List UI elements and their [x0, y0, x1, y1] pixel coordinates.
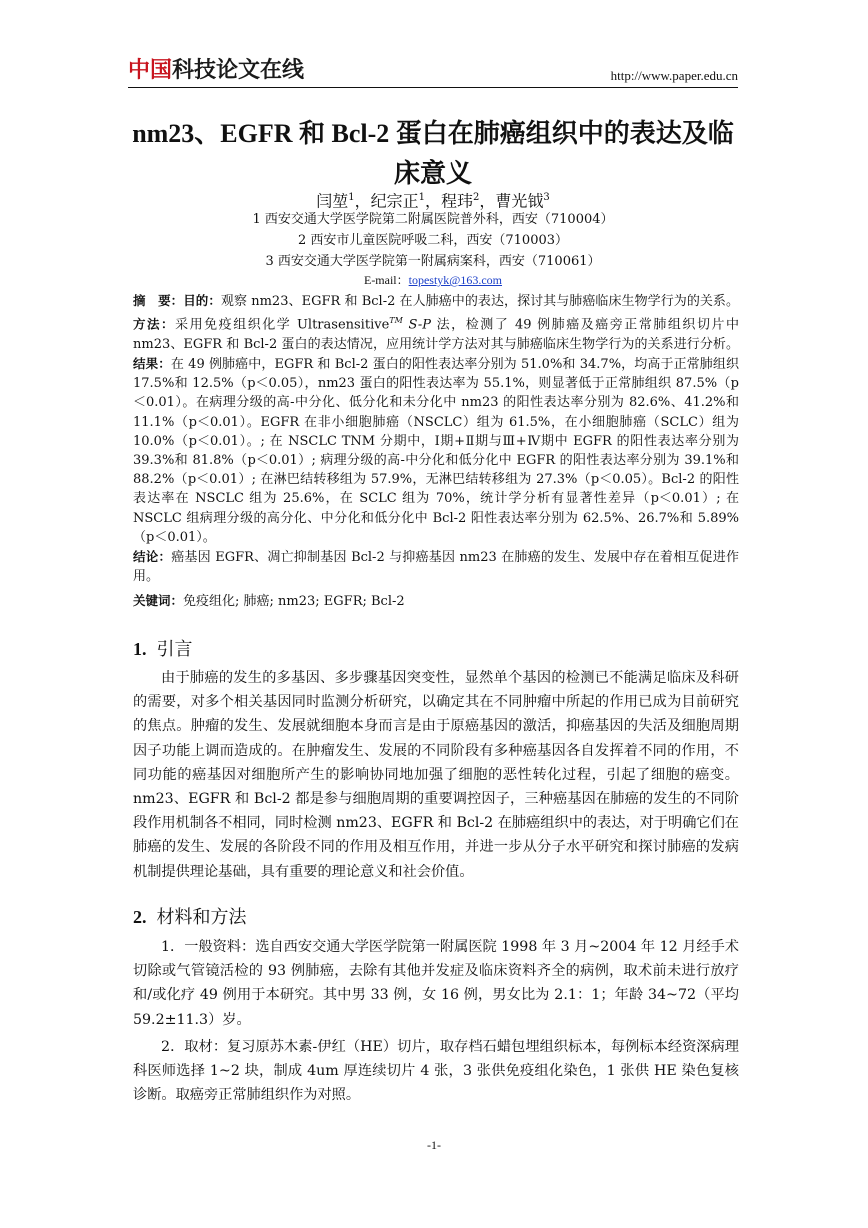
methods-paragraph-2: 2．取材：复习原苏木素-伊红（HE）切片，取存档石蜡包埋组织标本，每例标本经资深病理科医师选择 1~2 块，制成 4um 厚连续切片 4 张，3 张供免疫组化染色，1 张供 HE 染色复核诊断。取癌旁正常肺组织作为对照。 — [133, 1039, 739, 1104]
abstract — [133, 291, 739, 586]
logo-red-text: 中国 — [128, 58, 173, 83]
author-name: 闫堃 — [316, 191, 349, 211]
site-logo[interactable] — [128, 58, 304, 84]
section-title: 引言 — [156, 639, 193, 660]
keywords — [133, 591, 739, 611]
aim-text: 观察 nm23、EGFR 和 Bcl-2 在人肺癌中的表达，探讨其与肺癌临床生物学行为的关系。 — [220, 294, 739, 309]
author-list: 闫堃$^1$，纪宗正$^1$，程玮$^2$，曹光钺$^3$ — [316, 191, 550, 211]
author-affil-mark: 2 — [473, 192, 480, 203]
section-number: 2. — [133, 907, 147, 927]
method-text-b: 法，检测了 49 例肺癌及癌旁正常肺组织切片中 nm23、EGFR 和 Bcl-2 蛋白的表达情况，应用统计学方法对其与肺癌临床生物学行为的关系进行分析。 — [133, 317, 739, 352]
conclusion-text: 癌基因 EGFR、凋亡抑制基因 Bcl-2 与抑癌基因 nm23 在肺癌的发生、发展中存在着相互促进作用。 — [133, 549, 739, 585]
contact-email — [128, 272, 738, 288]
author-affil-mark: 3 — [543, 192, 550, 203]
keywords-label: 关键词： — [133, 593, 184, 608]
author-name: 纪宗正 — [370, 191, 419, 211]
paper-title — [128, 114, 738, 194]
logo-dark-text: 科技论文在线 — [172, 58, 305, 83]
affiliation-3: 3 西安交通大学医学院第一附属病案科，西安（710061） — [265, 254, 601, 269]
section-heading-methods — [133, 905, 247, 930]
conclusion-label: 结论： — [133, 548, 172, 564]
method-text-a: 采用免疫组织化学 Ultrasensitive — [175, 317, 390, 333]
section-title: 材料和方法 — [156, 907, 247, 928]
header-divider — [128, 87, 738, 88]
abstract-label: 摘 要： — [133, 293, 184, 308]
intro-paragraph: 由于肺癌的发生的多基因、多步骤基因突变性，显然单个基因的检测已不能满足临床及科研的需要，对多个相关基因同时监测分析研究，以确定其在不同肿瘤中所起的作用已成为目前研究的焦点。肿瘤的发生、发展就细胞本身而言是由于原癌基因的激活，抑癌基因的失活及细胞周期因子功能上调而造成的。在肿瘤发生、发展的不同阶段有多种癌基因各自发挥着不同的作用，不同功能的癌基因对细胞所产生的影响协同地加强了细胞的恶性转化过程，引起了细胞的癌变。nm23、EGFR 和 Bcl-2 都是参与细胞周期的重要调控因子，三种癌基因在肺癌的发生的不同阶段作用机制各不相同，同时检测 nm23、EGFR 和 Bcl-2 在肺癌组织中的表达，对于明确它们在肺癌的发生、发展的各阶段不同的作用及相互作用，并进一步从分子水平研究和探讨肺癌的发病机制提供理论基础，具有重要的理论意义和社会价值。 — [133, 670, 739, 880]
title-line-1: nm23、EGFR 和 Bcl-2 蛋白在肺癌组织中的表达及临 — [132, 119, 734, 148]
title-line-2: 床意义 — [393, 159, 472, 188]
aim-label: 目的： — [183, 293, 221, 308]
method-label: 方法： — [133, 316, 176, 332]
affiliation-1: 1 西安交通大学医学院第二附属医院普外科，西安（710004） — [252, 212, 614, 227]
methods-paragraph-1: 1．一般资料：选自西安交通大学医学院第一附属医院 1998 年 3 月~2004 年 12 月经手术切除或气管镜活检的 93 例肺癌，去除有其他并发症及临床资料齐全的病例，取术前未进行放疗和/或化疗 49 例用于本研究。其中男 33 例，女 16 例，男女比为 2.1：1；年龄 34~72（平均 59.2±11.3）岁。 — [133, 939, 739, 1028]
author-name: 程玮 — [441, 191, 474, 211]
site-url: http://www.paper.edu.cn — [610, 68, 738, 83]
page-number: -1- — [427, 1138, 441, 1152]
result-label: 结果： — [133, 355, 171, 371]
affiliation-2: 2 西安市儿童医院呼吸二科，西安（710003） — [297, 233, 569, 248]
method-sp: S-P — [402, 317, 431, 333]
trademark-mark: TM — [389, 316, 403, 326]
email-link[interactable]: topestyk@163.com — [408, 273, 503, 287]
author-name: 曹光钺 — [495, 191, 544, 211]
author-affil-mark: 1 — [418, 192, 425, 203]
section-heading-intro — [133, 637, 193, 662]
keywords-text: 免疫组化; 肺癌; nm23; EGFR; Bcl-2 — [183, 594, 405, 609]
email-label: E-mail： — [363, 273, 409, 287]
result-text: 在 49 例肺癌中，EGFR 和 Bcl-2 蛋白的阳性表达率分别为 51.0%和 34.7%，均高于正常肺组织 17.5%和 12.5%（p＜0.05），nm23 蛋白的阳性表达率为 55.1%，则显著低于正常肺组织 87.5%（p＜0.01）。在病理分级的高-中分化、低分化和未分化中 nm23 的阳性表达率分别为 82.6%、41.2%和 11.1%（p＜0.01）。EGFR 在非小细胞肺癌（NSCLC）组为 61.5%，在小细胞肺癌（SCLC）组为 10.0%（p＜0.01）。; 在 NSCLC TNM 分期中，Ⅰ期+Ⅱ期与Ⅲ+Ⅳ期中 EGFR 的阳性表达率分别为 39.3%和 81.8%（p＜0.01）; 病理分级的高-中分化和低分化中 EGFR 的阳性表达率分别为 39.1%和 88.2%（p＜0.01）; 在淋巴结转移组为 57.9%，无淋巴结转移组为 27.3%（p＜0.05）。Bcl-2 的阳性表达率在 NSCLC 组为 25.6%，在 SCLC 组为 70%，统计学分析有显著性差异（p＜0.01）; 在 NSCLC 组病理分级的高分化、中分化和低分化中 Bcl-2 阳性表达率分别为 62.5%、26.7%和 5.89%（p＜0.01）。 — [133, 356, 739, 545]
author-affil-mark: 1 — [348, 192, 355, 203]
section-number: 1. — [133, 639, 147, 659]
